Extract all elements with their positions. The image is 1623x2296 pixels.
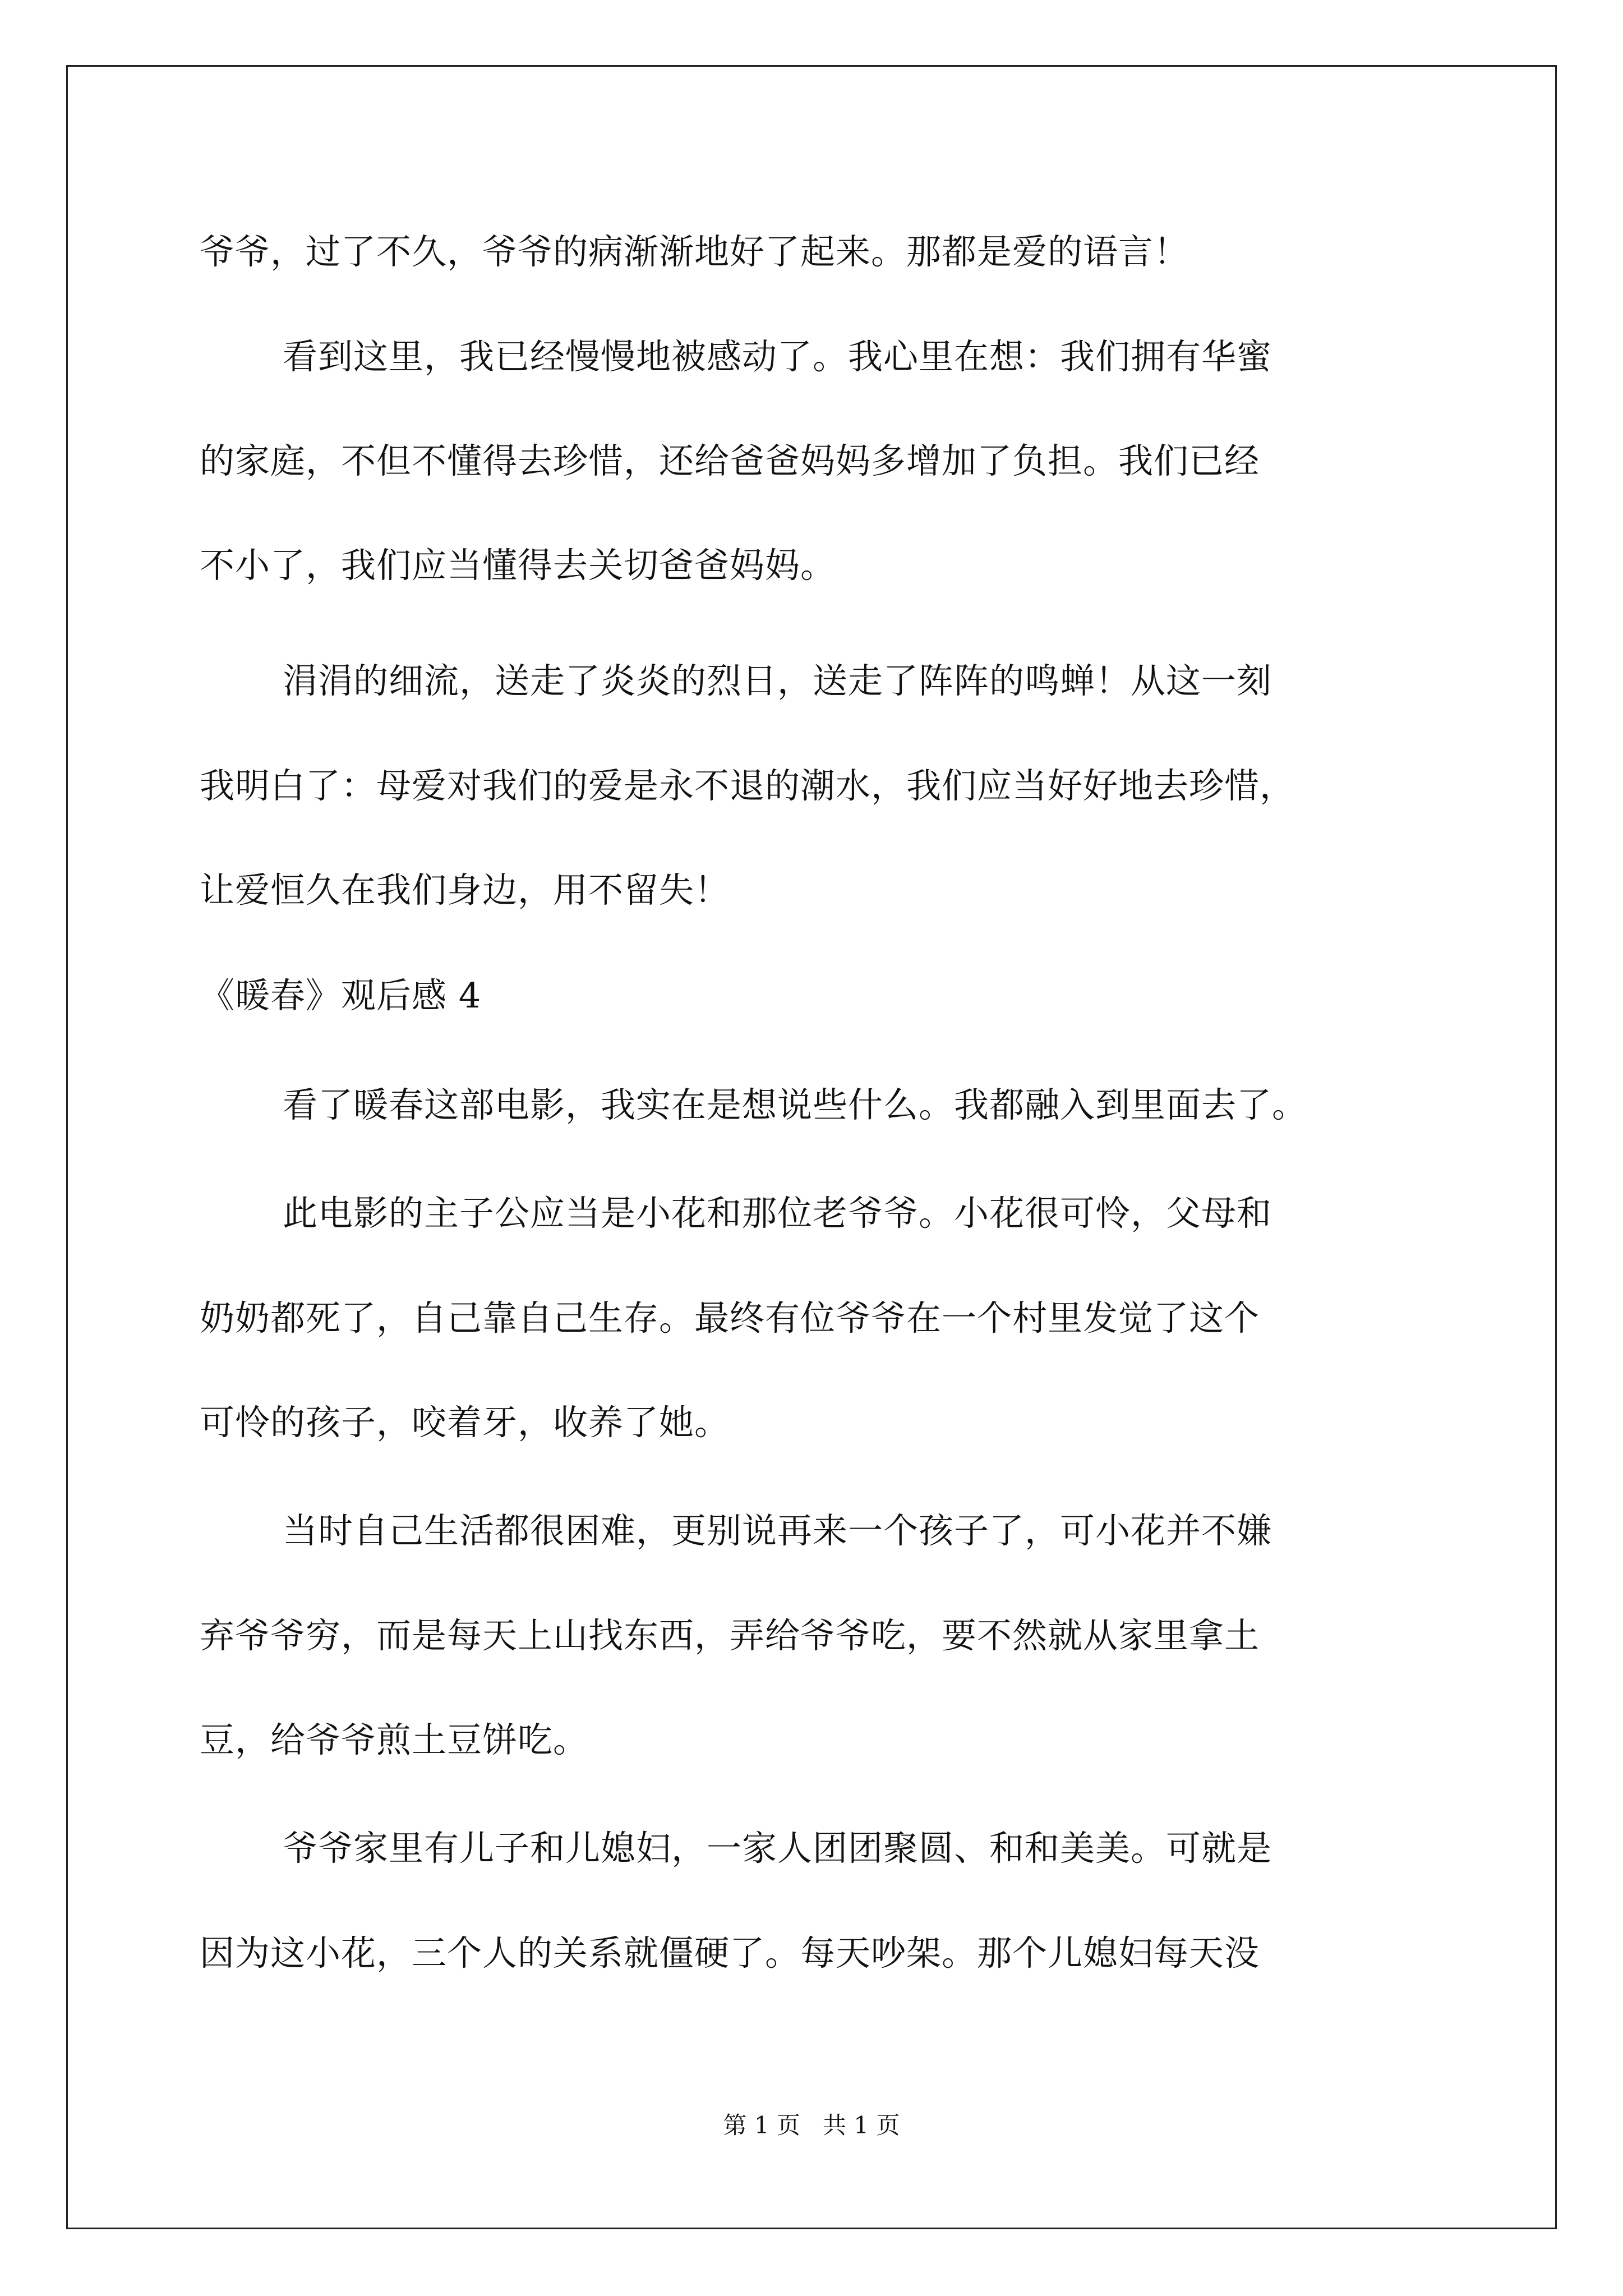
section-heading: 《暖春》观后感 4 — [200, 975, 482, 1016]
paragraph-line: 看了暖春这部电影，我实在是想说些什么。我都融入到里面去了。 — [283, 1084, 1308, 1125]
page-border — [66, 65, 1557, 2229]
paragraph-line: 的家庭，不但不懂得去珍惜，还给爸爸妈妈多增加了负担。我们已经 — [200, 440, 1260, 481]
paragraph-line: 当时自己生活都很困难，更别说再来一个孩子了，可小花并不嫌 — [283, 1510, 1272, 1551]
paragraph-line: 爷爷家里有儿子和儿媳妇，一家人团团聚圆、和和美美。可就是 — [283, 1828, 1272, 1869]
paragraph-line: 此电影的主子公应当是小花和那位老爷爷。小花很可怜，父母和 — [283, 1193, 1272, 1234]
paragraph-line: 可怜的孩子，咬着牙，收养了她。 — [200, 1402, 730, 1443]
paragraph-line: 爷爷，过了不久，爷爷的病渐渐地好了起来。那都是爱的语言！ — [200, 231, 1189, 272]
paragraph-line: 让爱恒久在我们身边，用不留失！ — [200, 869, 730, 910]
paragraph-line: 奶奶都死了，自己靠自己生存。最终有位爷爷在一个村里发觉了这个 — [200, 1297, 1260, 1338]
paragraph-line: 弃爷爷穷，而是每天上山找东西，弄给爷爷吃，要不然就从家里拿土 — [200, 1615, 1260, 1656]
paragraph-line: 豆，给爷爷煎土豆饼吃。 — [200, 1719, 589, 1760]
paragraph-line: 不小了，我们应当懂得去关切爸爸妈妈。 — [200, 545, 836, 586]
paragraph-line: 看到这里，我已经慢慢地被感动了。我心里在想：我们拥有华蜜 — [283, 336, 1272, 377]
paragraph-line: 涓涓的细流，送走了炎炎的烈日，送走了阵阵的鸣蝉！从这一刻 — [283, 660, 1272, 701]
paragraph-line: 因为这小花，三个人的关系就僵硬了。每天吵架。那个儿媳妇每天没 — [200, 1932, 1260, 1973]
page-footer: 第 1 页 共 1 页 — [723, 2111, 900, 2139]
paragraph-line: 我明白了：母爱对我们的爱是永不退的潮水，我们应当好好地去珍惜， — [200, 765, 1295, 806]
